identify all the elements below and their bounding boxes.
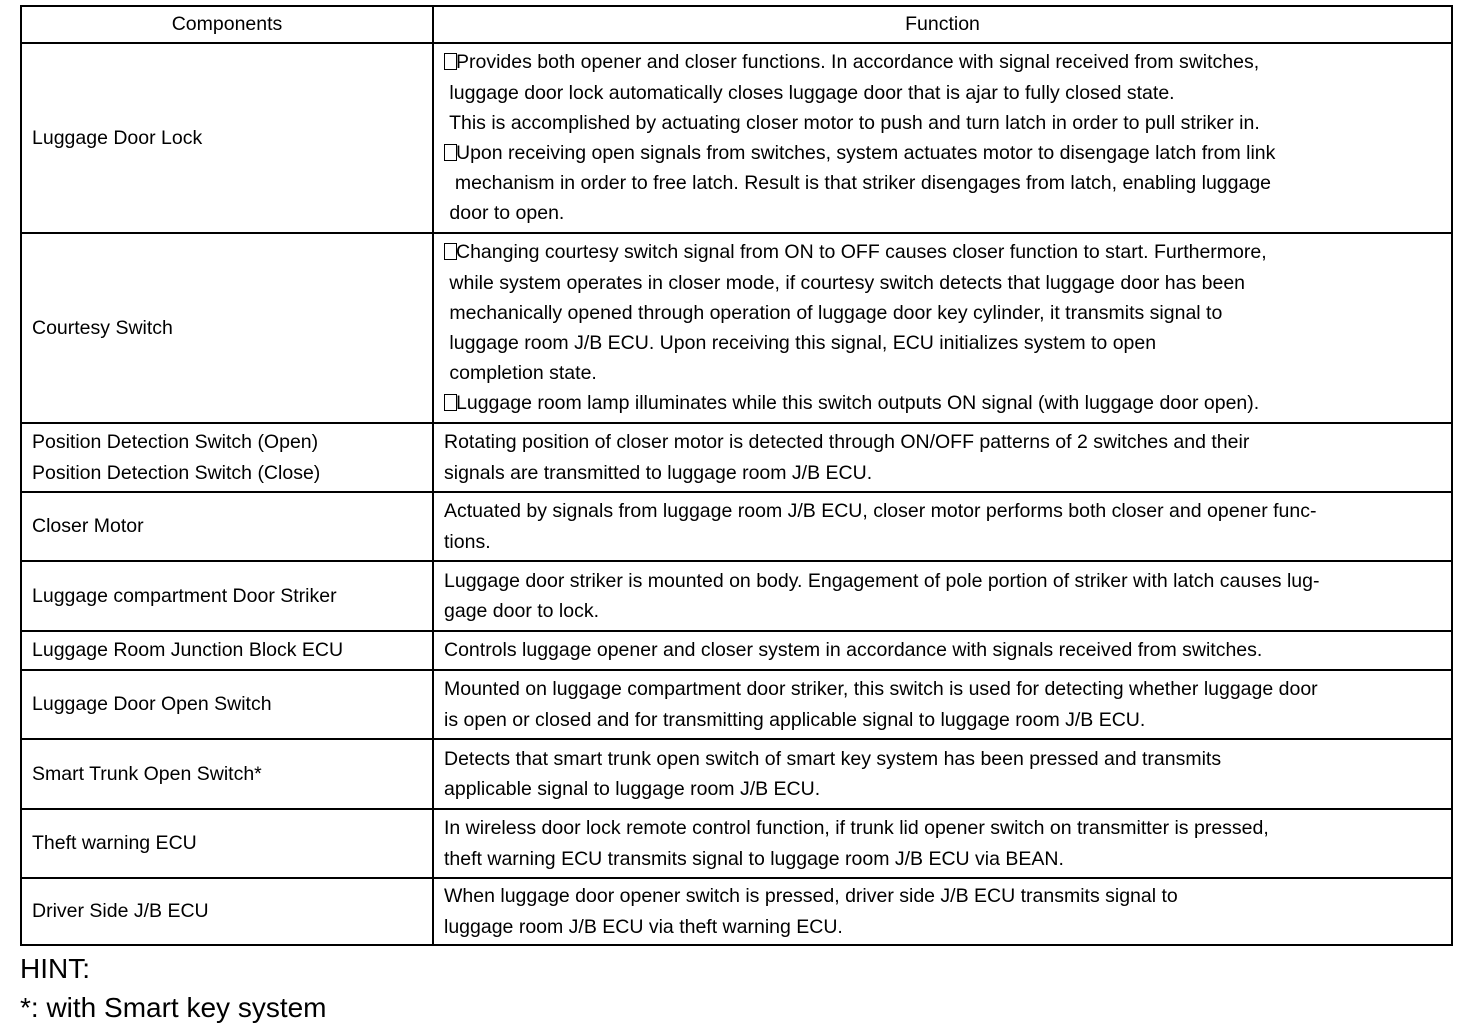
component-name: Position Detection Switch (Close) [32, 461, 321, 484]
function-text: This is accomplished by actuating closer motor to push and turn latch in order to pull striker in. [444, 111, 1260, 134]
function-cell [433, 670, 1452, 739]
function-text: Controls luggage opener and closer system in accordance with signals received from switches. [444, 639, 1263, 662]
function-cell [433, 809, 1452, 878]
function-text: Luggage room lamp illuminates while this switch outputs ON signal (with luggage door open). [456, 392, 1260, 415]
component-cell [21, 492, 433, 561]
component-name: Courtesy Switch [32, 316, 173, 339]
function-cell [433, 561, 1452, 631]
hint-title: HINT: [20, 953, 90, 984]
function-text: completion state. [444, 362, 597, 385]
component-cell [21, 878, 433, 945]
function-line [444, 358, 1441, 388]
component-name: Closer Motor [32, 515, 144, 538]
component-name: Position Detection Switch (Open) [32, 431, 319, 454]
function-text: Mounted on luggage compartment door striker, this switch is used for detecting whether luggage door [444, 678, 1318, 701]
function-line [444, 774, 1441, 804]
function-text: Upon receiving open signals from switches, system actuates motor to disengage latch from link [456, 142, 1276, 164]
component-name: Luggage Door Lock [32, 126, 203, 149]
function-text: Detects that smart trunk open switch of smart key system has been pressed and transmits [444, 747, 1222, 770]
function-line [444, 388, 1441, 418]
function-line [444, 527, 1441, 557]
components-function-table [20, 5, 1453, 946]
function-text: mechanism in order to free latch. Result is that striker disengages from latch, enabling luggage [444, 172, 1272, 195]
table-row [21, 878, 1452, 945]
function-text: mechanically opened through operation of luggage door key cylinder, it transmits signal to [444, 301, 1223, 324]
function-cell [433, 43, 1452, 233]
table-row [21, 631, 1452, 670]
function-line [444, 705, 1441, 735]
function-text: tions. [444, 530, 491, 553]
function-text: Actuated by signals from luggage room J/B ECU, closer motor performs both closer and opener func- [444, 500, 1317, 523]
function-line [444, 78, 1441, 108]
hint-note: *: with Smart key system [20, 992, 327, 1023]
component-cell [21, 631, 433, 670]
function-cell [433, 423, 1452, 492]
function-line [444, 813, 1441, 843]
function-text: When luggage door opener switch is pressed, driver side J/B ECU transmits signal to [444, 885, 1178, 908]
function-text: is open or closed and for transmitting applicable signal to luggage room J/B ECU. [444, 708, 1146, 731]
function-text: while system operates in closer mode, if courtesy switch detects that luggage door has been [444, 271, 1246, 294]
table-row [21, 809, 1452, 878]
function-text: door to open. [444, 202, 565, 225]
component-cell [21, 43, 433, 233]
function-line [444, 635, 1441, 665]
table-header-row [21, 6, 1452, 43]
function-text: Changing courtesy switch signal from ON to OFF causes closer function to start. Furthermore, [456, 241, 1267, 264]
component-cell [21, 233, 433, 423]
component-cell [21, 739, 433, 809]
function-line [444, 912, 1441, 942]
function-line [444, 458, 1441, 488]
table-row [21, 739, 1452, 809]
header-function: Function [433, 6, 1452, 43]
function-line [444, 844, 1441, 874]
function-line [444, 744, 1441, 774]
table-row [21, 233, 1452, 423]
table-row [21, 561, 1452, 631]
table-row [21, 423, 1452, 492]
function-line [444, 496, 1441, 526]
function-line [444, 881, 1441, 911]
function-text: Rotating position of closer motor is detected through ON/OFF patterns of 2 switches and their [444, 431, 1250, 454]
header-components: Components [21, 6, 433, 43]
function-line [444, 168, 1441, 198]
table-row [21, 492, 1452, 561]
function-line [444, 47, 1441, 77]
component-cell [21, 809, 433, 878]
function-line [444, 596, 1441, 626]
function-text: signals are transmitted to luggage room J/B ECU. [444, 461, 873, 484]
component-name: Luggage Room Junction Block ECU [32, 639, 344, 662]
function-text: Provides both opener and closer functions. In accordance with signal received from switches, [456, 51, 1260, 74]
function-line [444, 328, 1441, 358]
function-text: applicable signal to luggage room J/B ECU. [444, 778, 821, 800]
function-text: luggage room J/B ECU via theft warning ECU. [444, 915, 843, 938]
function-cell [433, 878, 1452, 945]
component-name: Theft warning ECU [32, 832, 197, 855]
function-text: luggage room J/B ECU. Upon receiving this signal, ECU initializes system to open [444, 332, 1157, 354]
function-line [444, 138, 1441, 168]
function-line [444, 198, 1441, 228]
function-text: theft warning ECU transmits signal to luggage room J/B ECU via BEAN. [444, 847, 1064, 870]
function-text: luggage door lock automatically closes luggage door that is ajar to fully closed state. [444, 81, 1175, 104]
function-cell [433, 631, 1452, 670]
component-cell [21, 670, 433, 739]
component-cell [21, 561, 433, 631]
function-line [444, 566, 1441, 596]
table-row [21, 43, 1452, 233]
function-line [444, 268, 1441, 298]
function-cell [433, 739, 1452, 809]
component-name: Driver Side J/B ECU [32, 900, 209, 923]
function-line [444, 674, 1441, 704]
function-line [444, 298, 1441, 328]
table-row [21, 670, 1452, 739]
function-line [444, 237, 1441, 267]
component-name: Luggage Door Open Switch [32, 693, 272, 716]
function-text: gage door to lock. [444, 600, 600, 622]
function-text: Luggage door striker is mounted on body. Engagement of pole portion of striker with latch causes lug- [444, 569, 1320, 592]
component-cell [21, 423, 433, 492]
function-line [444, 108, 1441, 138]
function-line [444, 427, 1441, 457]
component-name: Smart Trunk Open Switch* [32, 762, 262, 785]
function-cell [433, 492, 1452, 561]
component-name: Luggage compartment Door Striker [32, 584, 337, 607]
function-cell [433, 233, 1452, 423]
function-text: In wireless door lock remote control function, if trunk lid opener switch on transmitter is pressed, [444, 817, 1269, 840]
